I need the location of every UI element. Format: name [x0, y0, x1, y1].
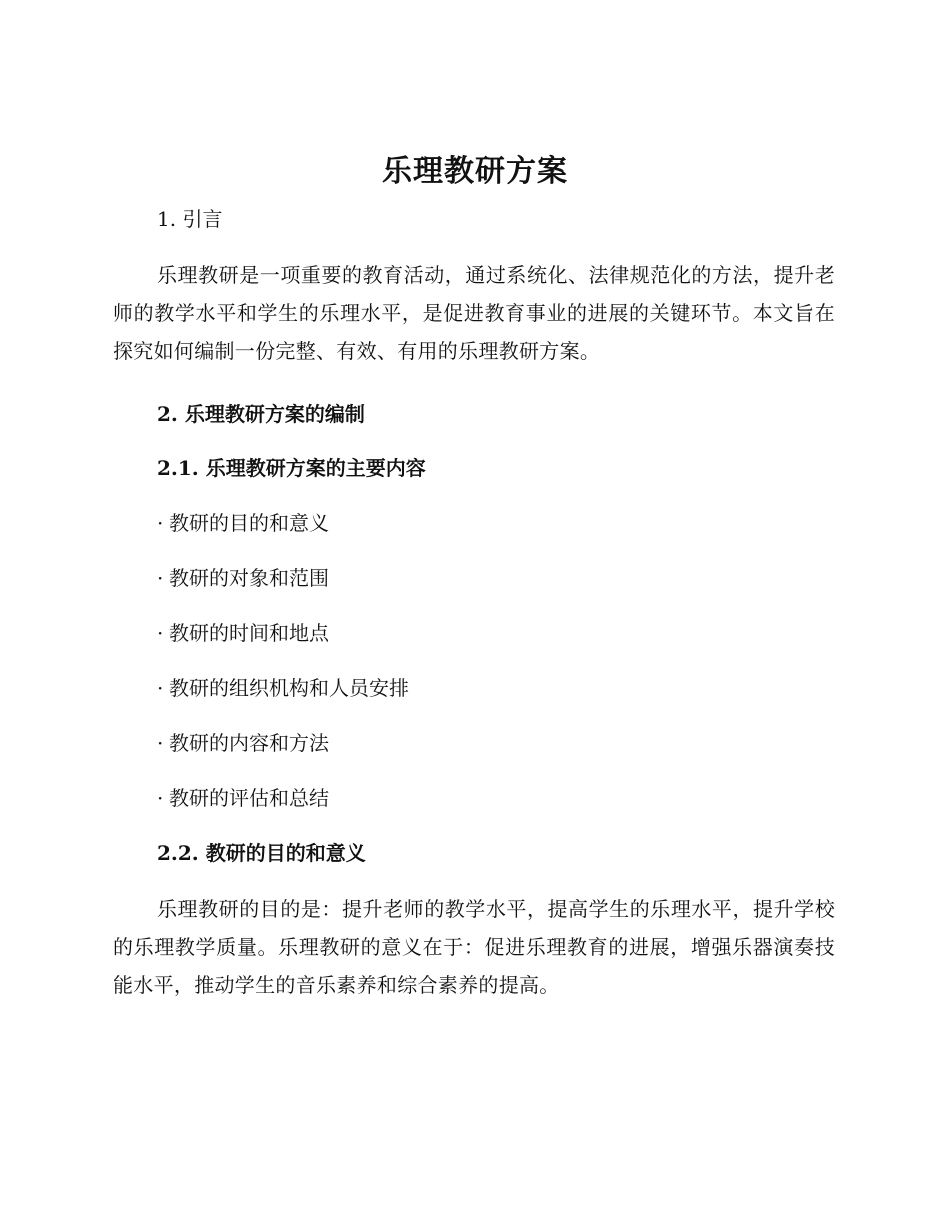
list-item-text: 教研的时间和地点 [169, 621, 329, 645]
list-item-text: 教研的评估和总结 [169, 786, 329, 810]
section-heading-2-2: 2.2. 教研的目的和意义 [157, 841, 366, 865]
section-heading-2-1: 2.1. 乐理教研方案的主要内容 [157, 456, 426, 480]
list-item [157, 729, 329, 757]
list-item [157, 564, 329, 592]
list-item [157, 674, 409, 702]
bullet-marker: · [157, 786, 164, 810]
bullet-marker: · [157, 566, 164, 590]
list-item [157, 509, 329, 537]
list-item [157, 619, 329, 647]
bullet-marker: · [157, 731, 164, 755]
list-item-text: 教研的对象和范围 [169, 566, 329, 590]
list-item-text: 教研的目的和意义 [169, 511, 329, 535]
list-item-text: 教研的内容和方法 [169, 731, 329, 755]
section-heading-intro: 1. 引言 [157, 207, 223, 231]
section-2-2-paragraph: 乐理教研的目的是：提升老师的教学水平，提高学生的乐理水平，提升学校的乐理教学质量。乐理教研的意义在于：促进乐理教育的进展，增强乐器演奏技能水平，推动学生的音乐素养和综合素养的提高。 [113, 897, 835, 997]
bullet-marker: · [157, 511, 164, 535]
list-item-text: 教研的组织机构和人员安排 [169, 676, 409, 700]
section-heading-2: 2. 乐理教研方案的编制 [157, 402, 365, 426]
bullet-marker: · [157, 676, 164, 700]
intro-paragraph: 乐理教研是一项重要的教育活动，通过系统化、法律规范化的方法，提升老师的教学水平和学生的乐理水平，是促进教育事业的进展的关键环节。本文旨在探究如何编制一份完整、有效、有用的乐理教研方案。 [113, 263, 835, 363]
bullet-marker: · [157, 621, 164, 645]
document-title: 乐理教研方案 [382, 154, 568, 189]
list-item [157, 784, 329, 812]
